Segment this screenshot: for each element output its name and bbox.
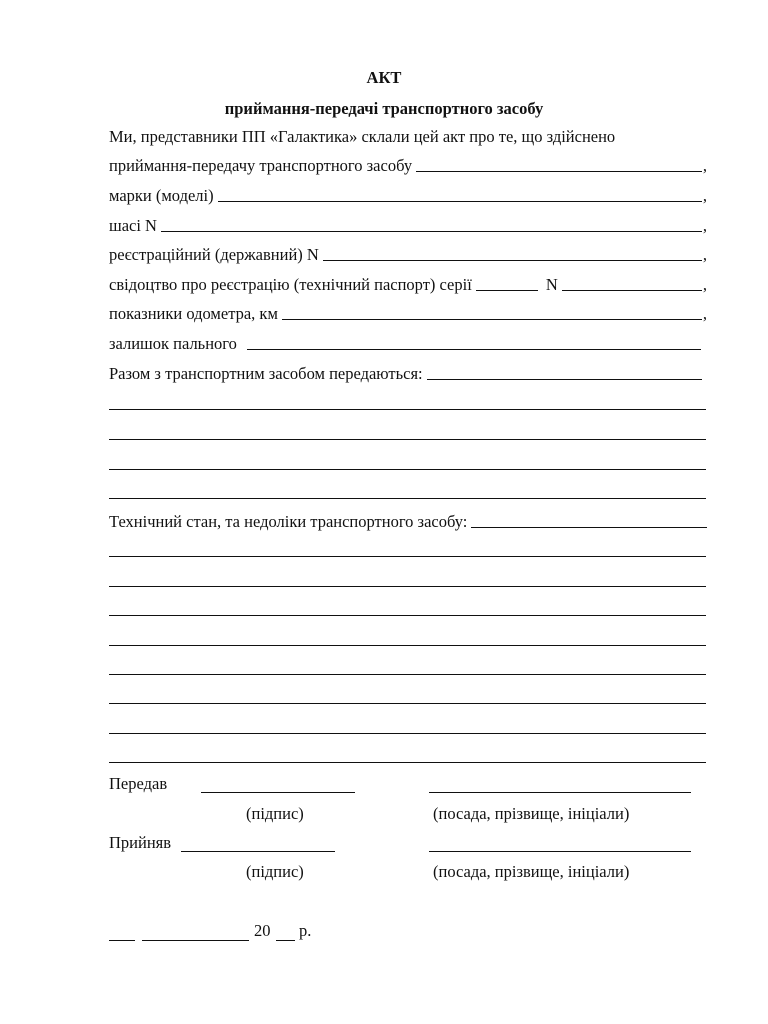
blank-line[interactable] <box>109 674 706 675</box>
intro-text: Ми, представники ПП «Галактика» склали цей акт про те, що здійснено <box>109 127 616 146</box>
blank-line[interactable] <box>109 556 706 557</box>
position-caption: (посада, прізвище, ініціали) <box>433 804 630 823</box>
accepted-signature-field[interactable] <box>181 851 335 852</box>
comma: , <box>702 156 707 175</box>
handed-signature-field[interactable] <box>201 792 355 793</box>
date-year-suffix: р. <box>299 921 312 940</box>
odometer-field[interactable] <box>282 319 702 320</box>
fuel-row <box>109 332 707 354</box>
transfer-vehicle-field[interactable] <box>416 171 702 172</box>
blank-line[interactable] <box>109 615 706 616</box>
chassis-row <box>109 214 707 236</box>
brand-label: марки (моделі) <box>109 186 214 205</box>
blank-line[interactable] <box>109 586 706 587</box>
tech-state-row <box>109 510 707 532</box>
document-subtitle: приймання-передачі транспортного засобу <box>224 99 544 118</box>
brand-field[interactable] <box>218 201 702 202</box>
certificate-series-field[interactable] <box>476 290 538 291</box>
comma: , <box>702 304 707 323</box>
blank-line[interactable] <box>109 409 706 410</box>
blank-line[interactable] <box>109 733 706 734</box>
odometer-row <box>109 302 707 324</box>
handed-label: Передав <box>109 774 168 793</box>
certificate-label: свідоцтво про реєстрацію (технічний паспорт) серії <box>109 275 472 294</box>
comma: , <box>702 216 707 235</box>
comma: , <box>702 186 707 205</box>
transfer-label: приймання-передачу транспортного засобу <box>109 156 413 175</box>
odometer-label: показники одометра, км <box>109 304 278 323</box>
date-year-prefix: 20 <box>254 921 271 940</box>
certificate-number-field[interactable] <box>562 290 702 291</box>
accepted-label: Прийняв <box>109 833 172 852</box>
registration-label: реєстраційний (державний) N <box>109 245 319 264</box>
certificate-row <box>109 273 707 295</box>
blank-line[interactable] <box>109 703 706 704</box>
brand-row <box>109 184 707 206</box>
certificate-number-label: N <box>545 275 558 294</box>
position-caption: (посада, прізвище, ініціали) <box>433 862 630 881</box>
registration-row <box>109 243 707 265</box>
chassis-field[interactable] <box>161 231 702 232</box>
blank-line[interactable] <box>109 498 706 499</box>
tech-state-label: Технічний стан, та недоліки транспортного засобу: <box>109 512 468 531</box>
tech-state-field[interactable] <box>471 527 707 528</box>
signature-caption: (підпис) <box>246 862 304 881</box>
date-year-field[interactable] <box>276 940 295 941</box>
accepted-position-field[interactable] <box>429 851 691 852</box>
blank-line[interactable] <box>109 762 706 763</box>
fuel-field[interactable] <box>247 349 701 350</box>
transferred-with-row <box>109 362 707 384</box>
document-title: АКТ <box>366 68 402 87</box>
chassis-label: шасі N <box>109 216 157 235</box>
blank-line[interactable] <box>109 439 706 440</box>
blank-line[interactable] <box>109 469 706 470</box>
date-month-field[interactable] <box>142 940 249 941</box>
transfer-row <box>109 154 707 176</box>
transferred-with-label: Разом з транспортним засобом передаються: <box>109 364 423 383</box>
signature-caption: (підпис) <box>246 804 304 823</box>
handed-position-field[interactable] <box>429 792 691 793</box>
fuel-label: залишок пального <box>109 334 237 353</box>
blank-line[interactable] <box>109 645 706 646</box>
date-day-field[interactable] <box>109 940 135 941</box>
registration-field[interactable] <box>323 260 702 261</box>
comma: , <box>702 275 707 294</box>
transferred-with-field[interactable] <box>427 379 702 380</box>
comma: , <box>702 245 707 264</box>
